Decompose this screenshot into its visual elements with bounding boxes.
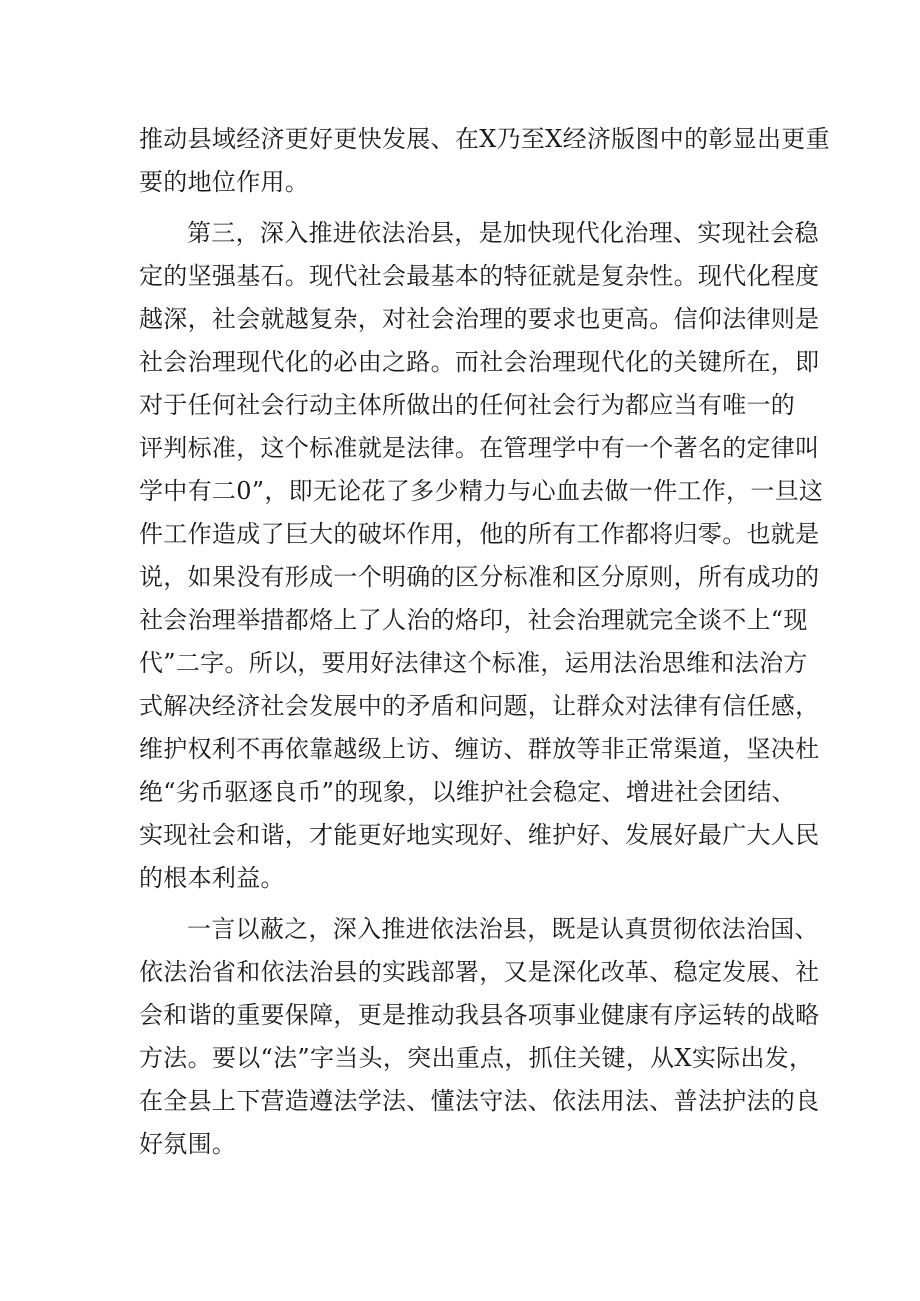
- paragraph-gap: [139, 900, 785, 908]
- text-line: 件工作造成了巨大的破坏作用，他的所有工作都将归零。也就是: [139, 520, 820, 548]
- text-line: 越深，社会就越复杂，对社会治理的要求也更高。信仰法律则是: [139, 305, 820, 333]
- text-line: 代”二字。所以，要用好法律这个标准，运用法治思维和法治方: [139, 649, 808, 677]
- paragraph-continuation: [139, 118, 830, 204]
- text-line: 会和谐的重要保障，更是推动我县各项事业健康有序运转的战略: [139, 1001, 820, 1029]
- text-line: 的根本利益。: [139, 864, 285, 892]
- paragraph-gap: [139, 204, 785, 212]
- text-line: 社会治理举措都烙上了人治的烙印，社会治理就完全谈不上“现: [139, 606, 808, 634]
- text-line: 对于任何社会行动主体所做出的任何社会行为都应当有唯一的: [139, 391, 796, 419]
- text-line: 好氛围。: [139, 1130, 237, 1158]
- paragraph-third-point: [139, 212, 824, 900]
- text-line: 定的坚强基石。现代社会最基本的特征就是复杂性。现代化程度: [139, 262, 820, 290]
- text-line: 要的地位作用。: [139, 168, 310, 196]
- text-line: 式解决经济社会发展中的矛盾和问题，让群众对法律有信任感，: [139, 692, 820, 720]
- text-line: 学中有二0”，即无论花了多少精力与心血去做一件工作，一旦这: [139, 477, 824, 505]
- text-line: 在全县上下营造遵法学法、懂法守法、依法用法、普法护法的良: [139, 1087, 820, 1115]
- text-line: 方法。要以“法”字当头，突出重点，抓住关键，从X实际出发，: [139, 1044, 814, 1072]
- text-line: 绝“劣币驱逐良币”的现象，以维护社会稳定、增进社会团结、: [139, 778, 796, 806]
- document-body: [139, 118, 830, 1166]
- text-line: 推动县域经济更好更快发展、在X乃至X经济版图中的彰显出更重: [139, 125, 830, 153]
- text-line: 实现社会和谐，才能更好地实现好、维护好、发展好最广大人民: [139, 821, 820, 849]
- text-line: 说，如果没有形成一个明确的区分标准和区分原则，所有成功的: [139, 563, 820, 591]
- paragraph-conclusion: [139, 908, 820, 1166]
- text-line: 依法治省和依法治县的实践部署，又是深化改革、稳定发展、社: [139, 958, 820, 986]
- text-line: 第三，深入推进依法治县，是加快现代化治理、实现社会稳: [187, 219, 819, 247]
- text-line: 一言以蔽之，深入推进依法治县，既是认真贯彻依法治国、: [187, 915, 819, 943]
- text-line: 社会治理现代化的必由之路。而社会治理现代化的关键所在，即: [139, 348, 820, 376]
- text-line: 评判标准，这个标准就是法律。在管理学中有一个著名的定律叫: [139, 434, 820, 462]
- text-line: 维护权利不再依靠越级上访、缠访、群放等非正常渠道，坚决杜: [139, 735, 820, 763]
